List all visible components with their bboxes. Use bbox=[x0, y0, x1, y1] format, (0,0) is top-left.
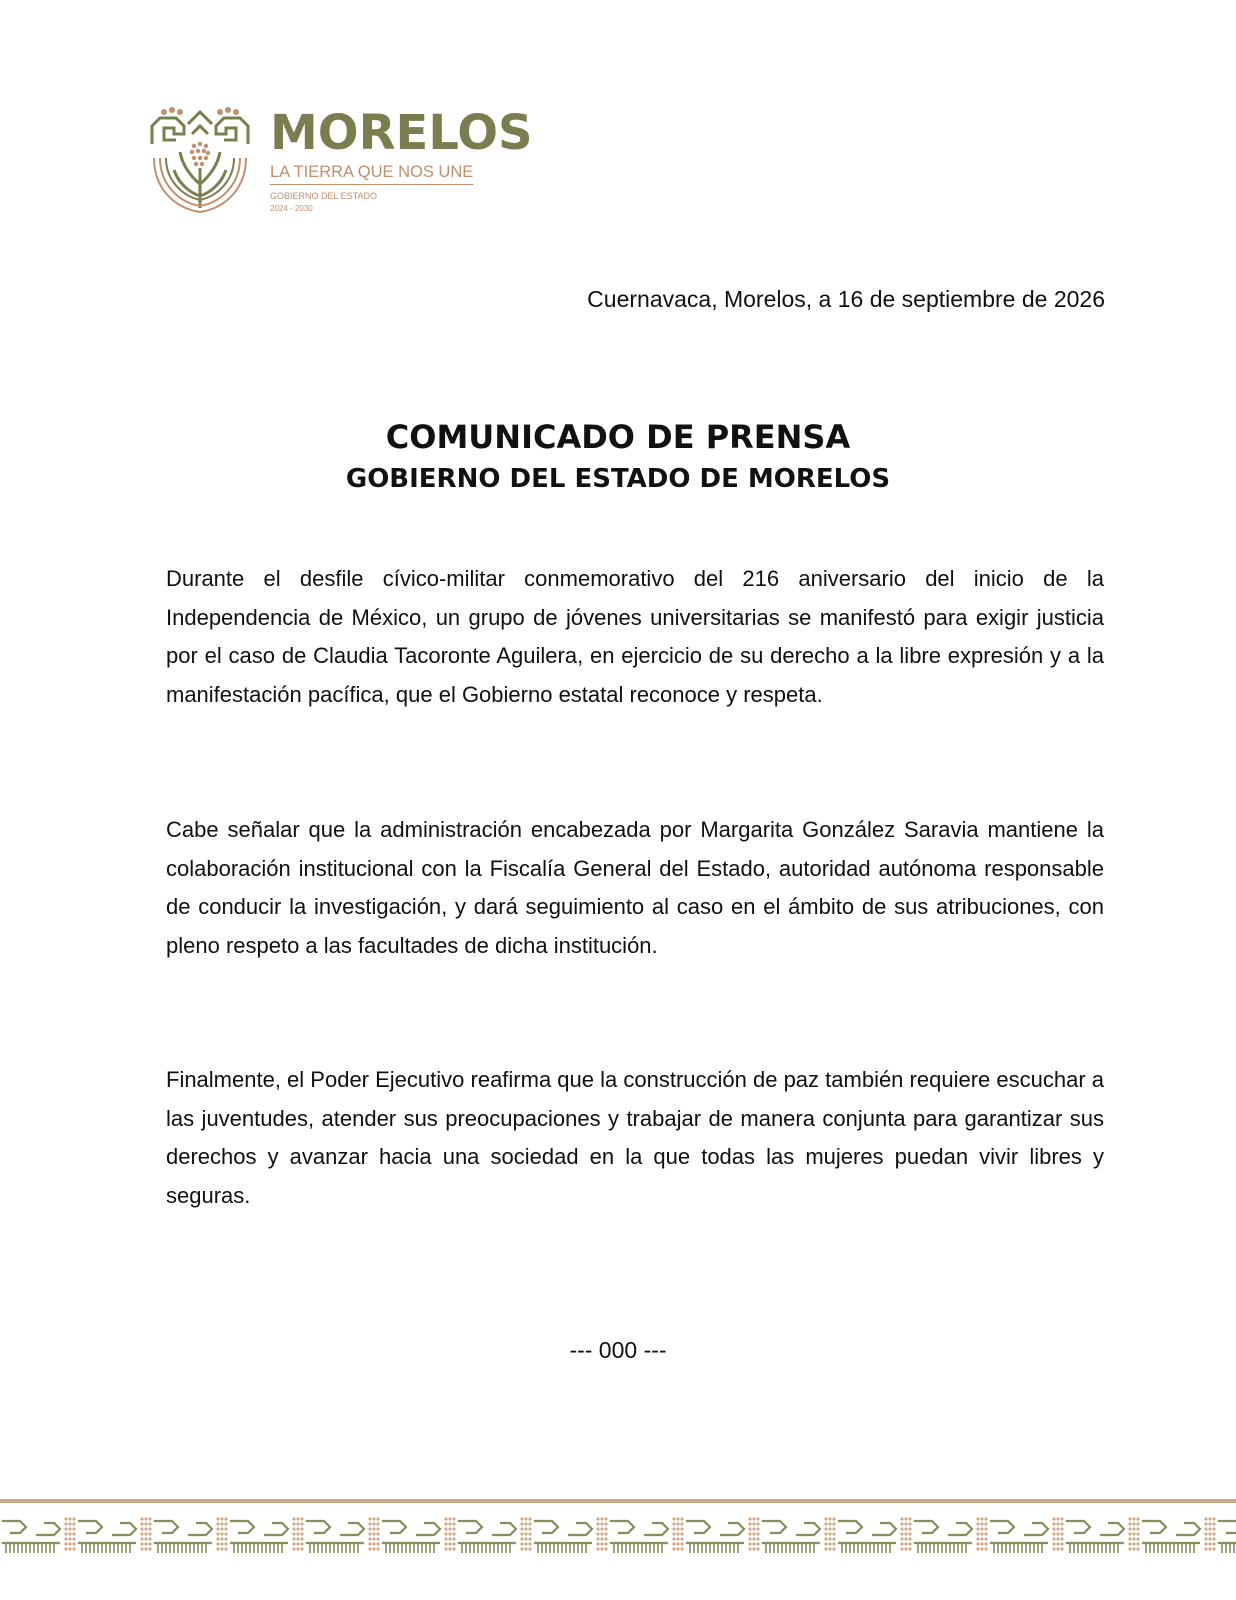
footer-divider bbox=[0, 1499, 1236, 1503]
closing-mark: --- 000 --- bbox=[569, 1337, 667, 1363]
logo-years: 2024 - 2030 bbox=[270, 204, 313, 213]
body-paragraph: Finalmente, el Poder Ejecutivo reafirma que la construcción de paz también requiere escuchar a las juventudes, atender sus preocupaciones y trabajar de manera conjunta para garantizar sus derechos y avanzar hacia una sociedad en la que todas las mujeres puedan vivir libres y seguras. bbox=[166, 1067, 1104, 1208]
logo-text bbox=[270, 104, 533, 214]
logo-name: MORELOS bbox=[270, 105, 533, 161]
logo-government: GOBIERNO DEL ESTADO bbox=[270, 191, 378, 201]
fret-border-pattern-icon bbox=[0, 1513, 1236, 1555]
logo bbox=[146, 104, 546, 224]
document-title: COMUNICADO DE PRENSA bbox=[385, 418, 851, 456]
logo-tagline: LA TIERRA QUE NOS UNE bbox=[270, 163, 473, 185]
body-paragraph: Cabe señalar que la administración encabezada por Margarita González Saravia mantiene la colaboración institucional con la Fiscalía General del Estado, autoridad autónoma responsable de conducir la investigación, y dará seguimiento al caso en el ámbito de sus atribuciones, con pleno respeto a las facultades de dicha institución. bbox=[166, 817, 1104, 958]
document-subtitle: GOBIERNO DEL ESTADO DE MORELOS bbox=[345, 464, 891, 494]
morelos-emblem-icon bbox=[146, 104, 254, 216]
dateline: Cuernavaca, Morelos, a 16 de septiembre de 2026 bbox=[587, 286, 1105, 312]
body-paragraph: Durante el desfile cívico-militar conmemorativo del 216 aniversario del inicio de la Independencia de México, un grupo de jóvenes universitarias se manifestó para exigir justicia por el caso de Claudia Tacoronte Aguilera, en ejercicio de su derecho a la libre expresión y a la manifestación pacífica, que el Gobierno estatal reconoce y respeta. bbox=[166, 566, 1104, 707]
